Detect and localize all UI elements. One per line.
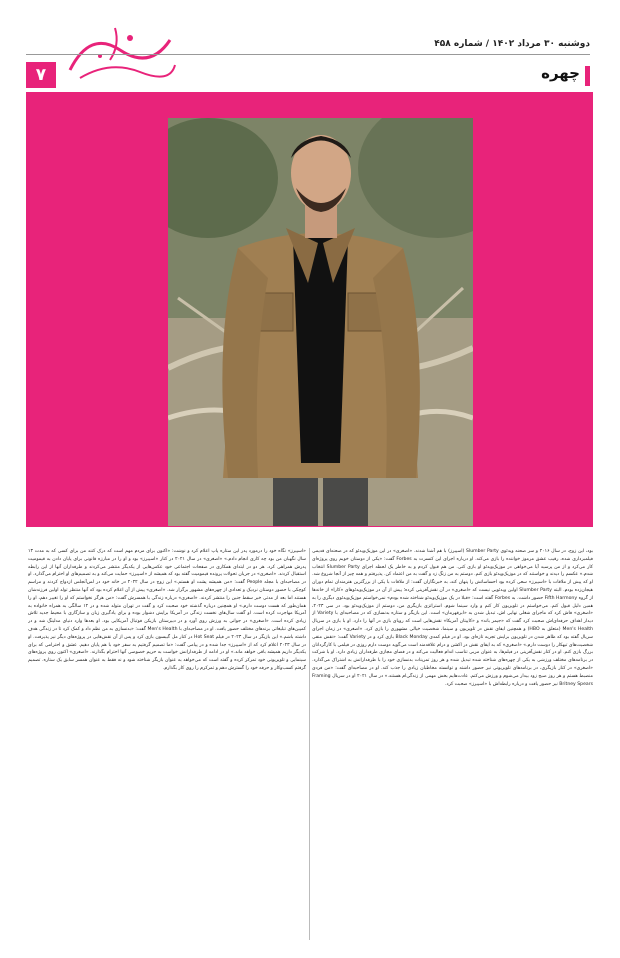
magazine-logo [60,20,180,86]
column-divider [309,548,310,940]
section-title: چهره [541,64,580,82]
article-column-right: بود، این زوج، در سال ۲۰۱۶ و سر صحنه ویدئوی Slumber Party (اسپیرز) با هم آشنا شدند. «اصغری» در این موزیک‌ویدئو که در صحنه‌ای قدیمی فیلمبرداری شده، رقیب عشق مرموز خواننده را بازی می‌کند. او درباره اجرای این کنسرت به Forbes گفت: «یکی از دوستان خوبم روی پروژه‌ای کار می‌کرد و از من پرسید آیا می‌خواهی در موزیک‌ویدئو او بازی کنی. من هم قبول کردم و به خاطر یک لحظه اجرای Slumber Party انتخاب شدم.» عکسم را دیدند و خواستند که در موزیک‌ویدئو بازی کنم. دوستم به من زنگ زد و گفت به من اعتماد کن. پذیرفتم و همه چیز از آنجا شروع شد. او که پیش از ملاقات با «اسپیرز» سعی کرده بود احساساتش را پنهان کند، به خبرنگاران گفت: از ملاقات با یکی از بزرگترین هنرمندان تمام دوران هیجان‌زده بودم. البته Slumber Party اولین ویدئویی نیست که «اصغری» در آن نقش‌آفرینی کرده؛ پیش از آن در موزیک‌ویدئوهای «کارا» از خانه‌ها از گروه Fifth Harmony حضور داشت. به Forbes گفته است: «قبلا در یک موزیک‌ویدئو شناخته شده بودم» نمی‌خواستم موزیک‌ویدئوی دیگری را به همین دلیل قبول کنم. می‌خواستم در تلویزیون کار کنم و وارد سینما شوم. استراتژی بازیگری من، دوستم از موزیک‌ویدئو بود. در سی ۲۰۲۳، «اصغری» فاش کرد که ماجرای شغلی نهایی اش، تبدیل شدن به «ابرقهرمان» است. این بازیگر و ستاره بدنسازی که در مصاحبه‌ای با Variety از دیدار اهداف حرفه‌ای‌اش صحبت کرد گفت که «جیمز باند» و «کاپیتان آمریکا» نقش‌هایی است که رویای بازی در آنها را دارد. او با بازی در سریال Men's Health (متعلق به HBO) و همچنین ایفای نقش در تلویزیون و سینما، شخصیت خیالی مشهوری را بازی کرد. «اصغری» در زمان اجرای سریال گفته بود که ظاهر شدن در تلویزیون برایش تجربه تازه‌ای بود. او در فیلم کمدی Black Monday بازی کرد و در Variety گفت: «نقش منفی شخصیت‌های تبهکار را دوست دارم.» «اصغری» که به ایفای نقش در اکشن و درام علاقه‌مند است می‌گوید دوست دارم روزی در فیلمی با کارگردانان بزرگ بازی کنم. او در کنار نقش‌آفرینی در فیلم‌ها، به عنوان مربی تناسب اندام فعالیت می‌کند و در فضای مجازی طرفداران زیادی دارد. او با شرکت در برنامه‌های مختلف ورزشی به یکی از چهره‌های شناخته شده تبدیل شده و هر روز تمرینات بدنسازی خود را با طرفدارانش به اشتراک می‌گذارد. «اصغری» در کنار بازیگری، در برنامه‌های تلویزیونی نیز حضور داشته و توانسته مخاطبان زیادی را جذب کند. او در مصاحبه‌ای گفت: «من فردی منضبط هستم و هر روز صبح زود بیدار می‌شوم و ورزش می‌کنم. عادت‌هایم بخش مهمی از زندگی‌ام هستند.» در سال ۲۰۲۱ او در سریال Framing Britney Spears نیز حضور یافت و درباره رابطه‌اش با «اسپیرز» صحبت کرد. [312,549,593,687]
section-marker [585,66,590,86]
page-header [0,0,620,92]
issue-date-line: دوشنبه ۳۰ مرداد ۱۴۰۲ / شماره ۴۵۸ [434,39,590,49]
article-column-left: «اسپیرز» نگاه خود را درمورد پدر این ستاره پاپ اعلام کرد و نوشت: «اکنون برای مردم مهم است که درک کنند من برای کسی که به مدت ۱۳ سال نگهبان من بود چه کاری انجام دادم.» «اصغری» در سال ۲۰۲۱ در کنار «اسپیرز» بود و او را در مبارزه قانونی برای پایان دادن به قیمومیت پدرش همراهی کرد. هر دو در ابتدای همکاری در صفحات اجتماعی خود عکس‌هایی از یکدیگر منتشر می‌کردند و طرفداران آنها از این رابطه استقبال کردند. «اصغری» در جریان تحولات پرونده قیمومیت گفته بود که همیشه از «اسپیرز» حمایت می‌کند و به تصمیم‌های او احترام می‌گذارد. او در مصاحبه‌ای با مجله People گفت: «من همیشه پشت او هستم.» این زوج در سال ۲۰۲۲ در خانه خود در لس‌آنجلس ازدواج کردند و مراسم کوچکی با حضور دوستان نزدیک و تعدادی از چهره‌های مشهور برگزار شد. «اصغری» پیش از آن اعلام کرده بود که آنها منتظر تولد اولین فرزندشان هستند اما بعد از مدتی خبر سقط جنین را منتشر کردند. «اصغری» درباره زندگی با همسرش گفت: «من هرگز نخواستم که او را تغییر دهم، او را همان‌طور که هست دوست دارم.» او همچنین درباره گذشته خود صحبت کرد و گفت در تهران متولد شده و در ۱۲ سالگی به همراه خانواده به آمریکا مهاجرت کرده است. او گفت سال‌های نخست زندگی در آمریکا برایش دشوار بوده و برای یادگیری زبان و سازگاری با محیط جدید تلاش زیادی کرده است. «اصغری» در جوانی به ورزش روی آورد و در دبیرستان بازیکن فوتبال آمریکایی بود. او بعدها وارد دنیای مدلینگ شد و در کمپین‌های تبلیغاتی برندهای مختلف حضور یافت. او در مصاحبه‌ای با Men's Health گفت: «بدنسازی به من نظم داد و کمک کرد تا در زندگی هدف داشته باشم.» این بازیگر در سال ۲۰۲۳ در فیلم Hot Seat در کنار مل گیبسون بازی کرد و پس از آن نقش‌هایی در پروژه‌های دیگر نیز پذیرفت. او در سال ۲۰۲۳ اعلام کرد که از «اسپیرز» جدا شده و در پیامی گفت: «ما تصمیم گرفتیم به سفر خود با هم پایان دهیم. عشق و احترامی که برای یکدیگر داریم همیشه باقی خواهد ماند.» او در ادامه از طرفدارانش خواست به حریم خصوصی آنها احترام بگذارند. «اصغری» اکنون روی پروژه‌های سینمایی و تلویزیونی خود تمرکز کرده و گفته است که می‌خواهد به عنوان بازیگر شناخته شود و نه فقط به عنوان همسر سابق یک ستاره. تصمیم گرفتم کسب‌وکار و حرفه خود را گسترش دهم و تمرکزم را روی کار بگذارم. [28,549,306,671]
portrait-photo [168,118,473,526]
portrait-illustration [168,118,473,526]
header-divider [26,54,590,55]
page-number-badge: ۷ [26,62,56,88]
